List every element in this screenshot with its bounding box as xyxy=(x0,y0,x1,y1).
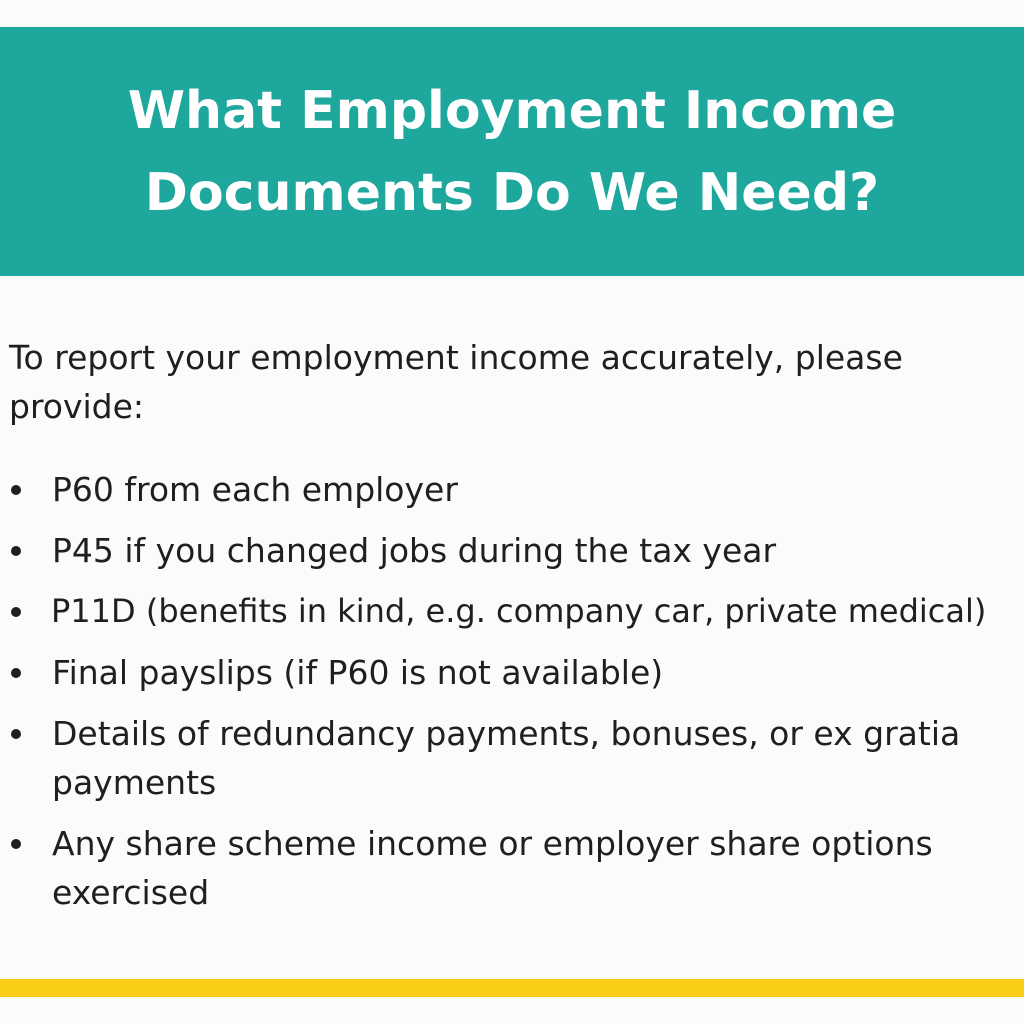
intro-paragraph: To report your employment income accurately, please provide: xyxy=(9,338,903,426)
bullet-icon xyxy=(11,668,21,678)
bullet-icon xyxy=(11,485,21,495)
bullet-icon xyxy=(11,839,21,849)
list-item-p45 xyxy=(9,526,1019,575)
list-item-text: Final payslips (if P60 is not available) xyxy=(52,653,664,692)
bullet-icon xyxy=(11,607,21,617)
document-list xyxy=(9,465,1019,929)
list-item-redundancy-details xyxy=(9,709,1019,807)
list-item-text: Any share scheme income or employer share options exercised xyxy=(52,824,933,912)
list-item-p60 xyxy=(9,465,1019,514)
list-item-text: P60 from each employer xyxy=(52,470,458,509)
list-item-final-payslips xyxy=(9,648,1019,697)
list-item-text: P11D (benefits in kind, e.g. company car, private medical) xyxy=(51,592,987,630)
bullet-icon xyxy=(11,546,21,556)
list-item-p11d xyxy=(9,587,1019,636)
list-item-text: Details of redundancy payments, bonuses, or ex gratia payments xyxy=(52,714,961,802)
page-title: What Employment Income Documents Do We Need? xyxy=(127,80,897,223)
list-item-share-scheme xyxy=(9,819,1019,917)
title-banner xyxy=(0,27,1024,276)
bullet-icon xyxy=(11,729,21,739)
yellow-accent-bar xyxy=(0,979,1024,997)
list-item-text: P45 if you changed jobs during the tax year xyxy=(52,531,777,570)
